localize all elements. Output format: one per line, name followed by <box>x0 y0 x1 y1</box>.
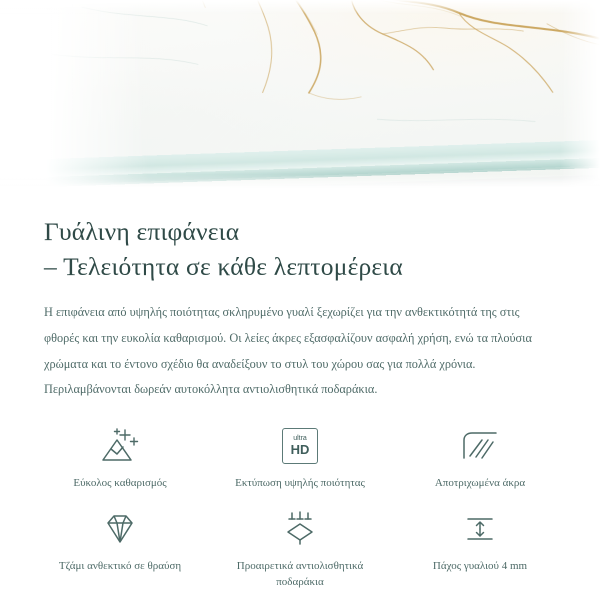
feature-polished-edges <box>390 425 570 492</box>
badge-bottom-text: HD <box>290 442 310 458</box>
page-title <box>44 214 556 284</box>
hero-fade-right <box>560 0 600 196</box>
headline-line-1: Γυάλινη επιφάνεια <box>44 217 240 246</box>
feature-label: Πάχος γυαλιού 4 mm <box>432 559 528 572</box>
hero-image <box>0 0 600 196</box>
feature-print-quality <box>210 425 390 492</box>
ultra-hd-badge-icon <box>282 425 318 467</box>
feature-break-resistant <box>30 508 210 591</box>
feature-icon-grid <box>0 425 600 591</box>
feature-label: Προαιρετικά αντιολισθητικά ποδαράκια <box>236 559 364 588</box>
hero-fade-top <box>0 0 600 14</box>
body-paragraph: Η επιφάνεια από υψηλής ποιότητας σκληρυμένο γυαλί ξεχωρίζει για την ανθεκτικότητά της στις φθορές και την ευκολία καθαρισμού. Οι λείες άκρες εξασφαλίζουν ασφαλή χρήση, ενώ τα πλούσια χρώματα και το έντονο σχέδιο θα αναδείξουν το στυλ του χώρου σας για πολλά χρόνια. Περιλαμβάνονται δωρεάν αυτοκόλλητα αντιολισθητικά ποδαράκια. <box>44 305 532 397</box>
sparkle-cloth-icon <box>97 425 143 467</box>
polished-edges-icon <box>460 425 500 467</box>
description-text-block <box>0 196 600 403</box>
badge-top-text: ultra <box>293 435 307 443</box>
feature-label: Αποτριχωμένα άκρα <box>434 476 526 489</box>
feature-easy-cleaning <box>30 425 210 492</box>
glass-thickness-icon <box>460 508 500 550</box>
anti-slip-pads-icon <box>280 508 320 550</box>
hero-fade-bottom <box>0 174 600 196</box>
feature-label: Τζάμι ανθεκτικό σε θραύση <box>58 559 182 572</box>
feature-label: Εύκολος καθαρισμός <box>73 476 167 489</box>
hero-fade-left <box>0 0 150 196</box>
diamond-icon <box>100 508 140 550</box>
feature-label: Εκτύπωση υψηλής ποιότητας <box>235 476 365 489</box>
feature-anti-slip-pads <box>210 508 390 591</box>
feature-glass-thickness <box>390 508 570 591</box>
headline-line-2: – Τελειότητα σε κάθε λεπτομέρεια <box>44 252 403 282</box>
